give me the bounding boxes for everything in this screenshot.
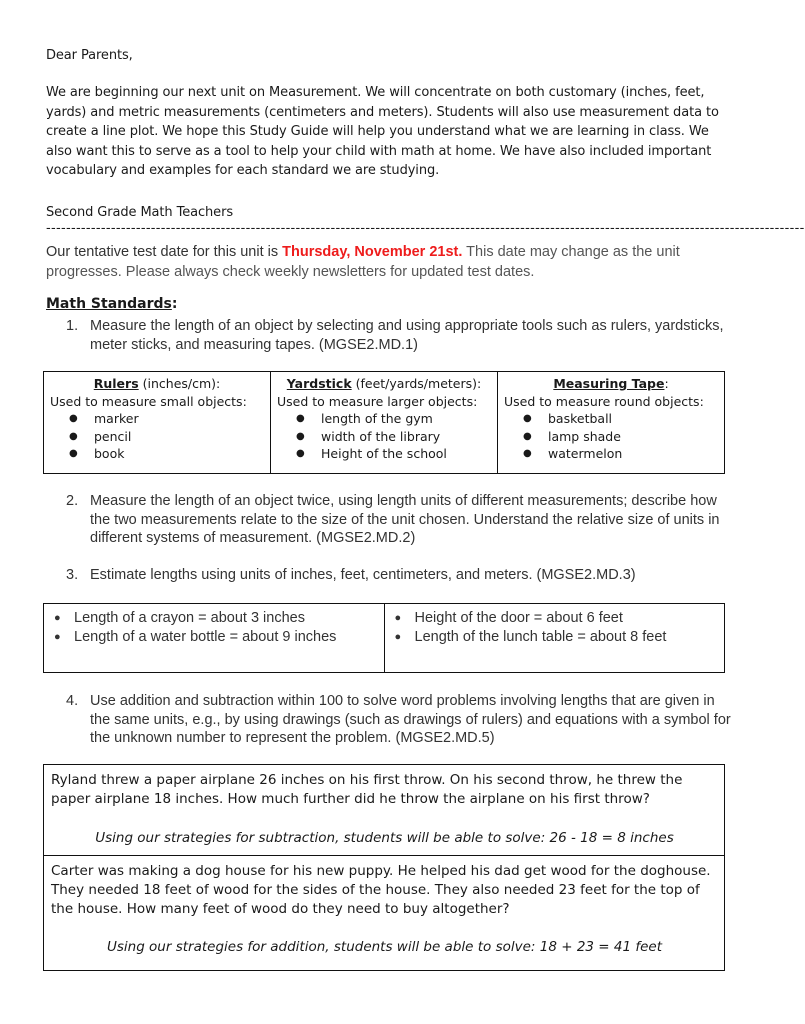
estimates-cell-inches — [44, 604, 385, 673]
word-problems-table — [43, 764, 725, 971]
estimates-cell-feet — [384, 604, 725, 673]
standard-number: 2. — [66, 493, 79, 509]
tool-units: (feet/yards/meters): — [351, 376, 482, 391]
standard-number: 1. — [66, 318, 79, 334]
tool-examples — [277, 410, 491, 463]
standard-text: Measure the length of an object by selecting and using appropriate tools such as rulers, yardsticks, meter sticks, and measuring tapes. (MGSE2.MD.1) — [90, 318, 724, 353]
letter-greeting: Dear Parents, — [46, 48, 133, 63]
problem-text: Ryland threw a paper airplane 26 inches on his first throw. On his second throw, he threw the paper airplane 18 inches. How much further did he throw the airplane on his first throw? — [51, 772, 683, 807]
letter-signoff: Second Grade Math Teachers — [46, 205, 233, 220]
tool-examples — [504, 410, 718, 463]
tools-cell-yardstick — [271, 372, 498, 474]
estimate-item: ● Length of a crayon = about 3 inches — [74, 609, 380, 628]
tool-usage: Used to measure round objects: — [504, 393, 704, 409]
tool-usage: Used to measure larger objects: — [277, 393, 478, 409]
tool-example: ● pencil — [94, 428, 264, 446]
estimate-item: ● Length of a water bottle = about 9 inches — [74, 628, 380, 647]
tools-cell-rulers — [44, 372, 271, 474]
tool-example: ● length of the gym — [321, 410, 491, 428]
tool-example: ● lamp shade — [548, 428, 718, 446]
test-date-prefix: Our tentative test date for this unit is — [46, 244, 283, 260]
tool-usage: Used to measure small objects: — [50, 393, 247, 409]
test-date-note: This date may change as the unit progresses. Please always check weekly newsletters for updated test dates. — [46, 244, 680, 280]
estimate-list — [389, 609, 721, 646]
divider-line: -------------------------------------------------------------------------------------------------------------------------------------------------------- — [46, 221, 805, 236]
tool-title: Measuring Tape — [553, 376, 665, 391]
estimate-item: ● Height of the door = about 6 feet — [415, 609, 721, 628]
standard-text: Estimate lengths using units of inches, feet, centimeters, and meters. (MGSE2.MD.3) — [90, 567, 636, 583]
test-date-notice — [46, 242, 736, 282]
tool-units: : — [664, 376, 669, 391]
standard-number: 4. — [66, 693, 79, 709]
tool-header — [50, 375, 264, 393]
tools-table — [43, 371, 725, 474]
tool-example: ● book — [94, 445, 264, 463]
estimate-item: ● Length of the lunch table = about 8 feet — [415, 628, 721, 647]
standards-heading-colon: : — [171, 296, 178, 312]
problem-solution: Using our strategies for addition, students will be able to solve: 18 + 23 = 41 feet — [106, 939, 663, 955]
letter-intro: We are beginning our next unit on Measurement. We will concentrate on both customary (inches, feet, yards) and metric measurements (centimeters and meters). Students will also use measurement data to create a line plot. We hope this Study Guide will help you understand what we are learning in class. We also want this to serve as a tool to help your child with math at home. We have also included important vocabulary and examples for each standard we are studying. — [46, 85, 719, 178]
standard-text: Measure the length of an object twice, using length units of different measurements; describe how the two measurements relate to the size of the unit chosen. Understand the relative size of units in different systems of measurement. (MGSE2.MD.2) — [90, 493, 720, 546]
tool-title: Rulers — [93, 376, 139, 391]
tool-example: ● Height of the school — [321, 445, 491, 463]
tool-units: (inches/cm): — [138, 376, 221, 391]
tool-example: ● marker — [94, 410, 264, 428]
standard-text: Use addition and subtraction within 100 to solve word problems involving lengths that are given in the same units, e.g., by using drawings (such as drawings of rulers) and equations with a symbol for the unknown number to represent the problem. (MGSE2.MD.5) — [90, 693, 731, 746]
standards-heading — [46, 296, 177, 312]
tool-example: ● watermelon — [548, 445, 718, 463]
estimates-table — [43, 603, 725, 673]
word-problem-subtraction — [44, 765, 725, 856]
test-date: Thursday, November 21st. — [282, 244, 463, 260]
tool-header — [277, 375, 491, 393]
problem-solution: Using our strategies for subtraction, students will be able to solve: 26 - 18 = 8 inches — [95, 830, 674, 846]
tool-header — [504, 375, 718, 393]
tools-cell-measuring-tape — [498, 372, 725, 474]
tool-example: ● basketball — [548, 410, 718, 428]
standards-heading-text: Math Standards — [46, 296, 172, 312]
tool-title: Yardstick — [286, 376, 352, 391]
word-problem-addition — [44, 856, 725, 971]
estimate-list — [48, 609, 380, 646]
tool-example: ● width of the library — [321, 428, 491, 446]
tool-examples — [50, 410, 264, 463]
standard-number: 3. — [66, 567, 79, 583]
problem-text: Carter was making a dog house for his new puppy. He helped his dad get wood for the doghouse. They needed 18 feet of wood for the sides of the house. They also needed 23 feet for the top of the house. How many feet of wood do they need to buy altogether? — [51, 863, 711, 917]
